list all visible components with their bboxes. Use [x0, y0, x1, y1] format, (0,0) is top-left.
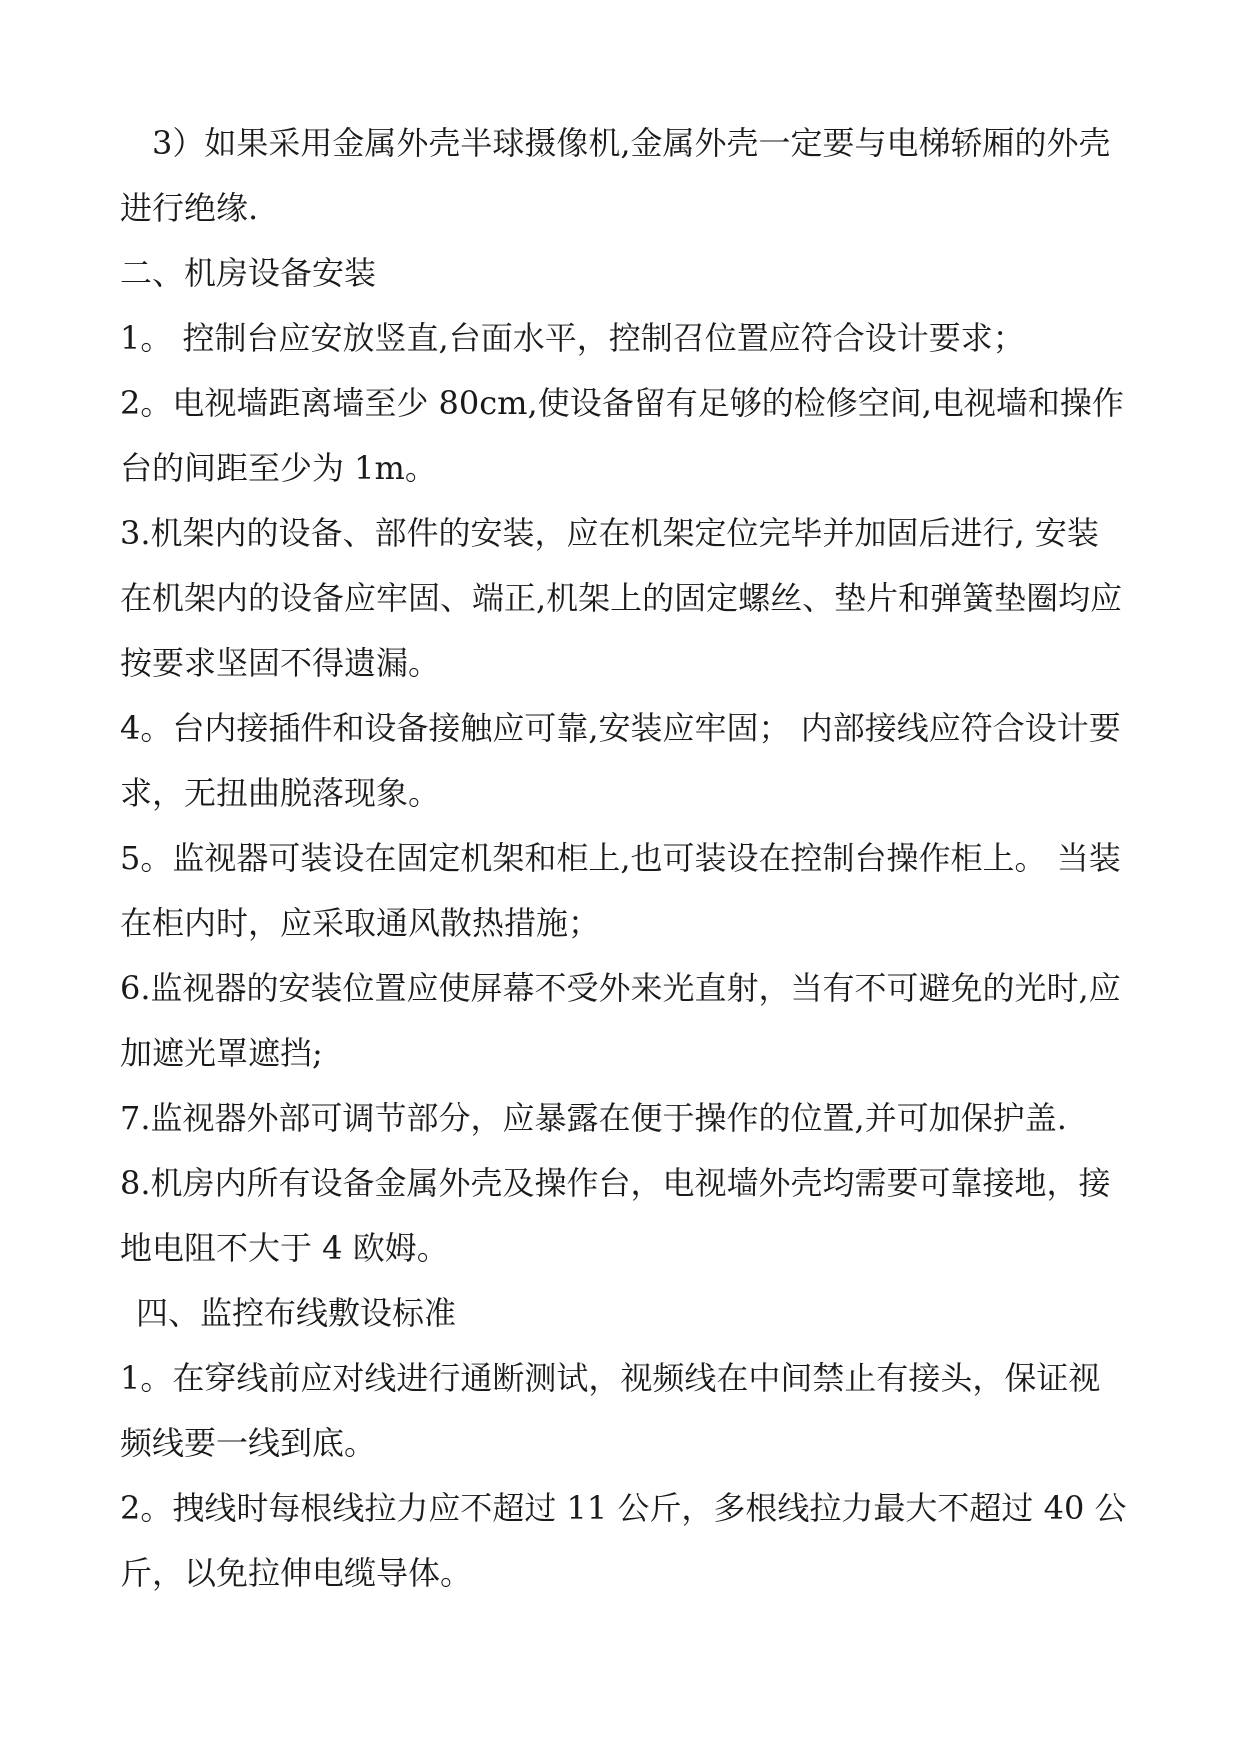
paragraph-cabling-item-2: 2。拽线时每根线拉力应不超过 11 公斤，多根线拉力最大不超过 40 公斤，以免拉伸电缆导体。: [120, 1489, 1127, 1592]
paragraph-item-2-tv-wall: 2。电视墙距离墙至少 80cm,使设备留有足够的检修空间,电视墙和操作台的间距至少为 1m。: [120, 384, 1124, 487]
paragraph-dome-camera-insulation: 3）如果采用金属外壳半球摄像机,金属外壳一定要与电梯轿厢的外壳进行绝缘.: [120, 124, 1111, 227]
paragraph-item-1-console: 1。 控制台应安放竖直,台面水平，控制召位置应符合设计要求；: [120, 319, 1025, 357]
document-body: [120, 111, 1130, 1606]
paragraph-cabling-item-1: 1。在穿线前应对线进行通断测试，视频线在中间禁止有接头，保证视频线要一线到底。: [120, 1359, 1101, 1462]
paragraph-item-3-rack: 3.机架内的设备、部件的安装，应在机架定位完毕并加固后进行, 安装在机架内的设备应牢固、端正,机架上的固定螺丝、垫片和弹簧垫圈均应按要求坚固不得遗漏。: [120, 514, 1123, 682]
paragraph-item-8-grounding: 8.机房内所有设备金属外壳及操作台，电视墙外壳均需要可靠接地，接地电阻不大于 4 欧姆。: [120, 1164, 1111, 1267]
paragraph-item-7-monitor-adjust: 7.监视器外部可调节部分，应暴露在便于操作的位置,并可加保护盖.: [120, 1099, 1067, 1137]
paragraph-item-4-connectors: 4。台内接插件和设备接触应可靠,安装应牢固； 内部接线应符合设计要求，无扭曲脱落现象。: [120, 709, 1121, 812]
paragraph-item-5-monitor-mount: 5。监视器可装设在固定机架和柜上,也可装设在控制台操作柜上。 当装在柜内时，应采取通风散热措施；: [120, 839, 1121, 942]
paragraph-item-6-monitor-position: 6.监视器的安装位置应使屏幕不受外来光直射，当有不可避免的光时,应加遮光罩遮挡;: [120, 969, 1121, 1072]
section-heading-cabling: 四、监控布线敷设标准: [136, 1294, 457, 1332]
section-heading-machine-room: 二、机房设备安装: [120, 254, 377, 292]
